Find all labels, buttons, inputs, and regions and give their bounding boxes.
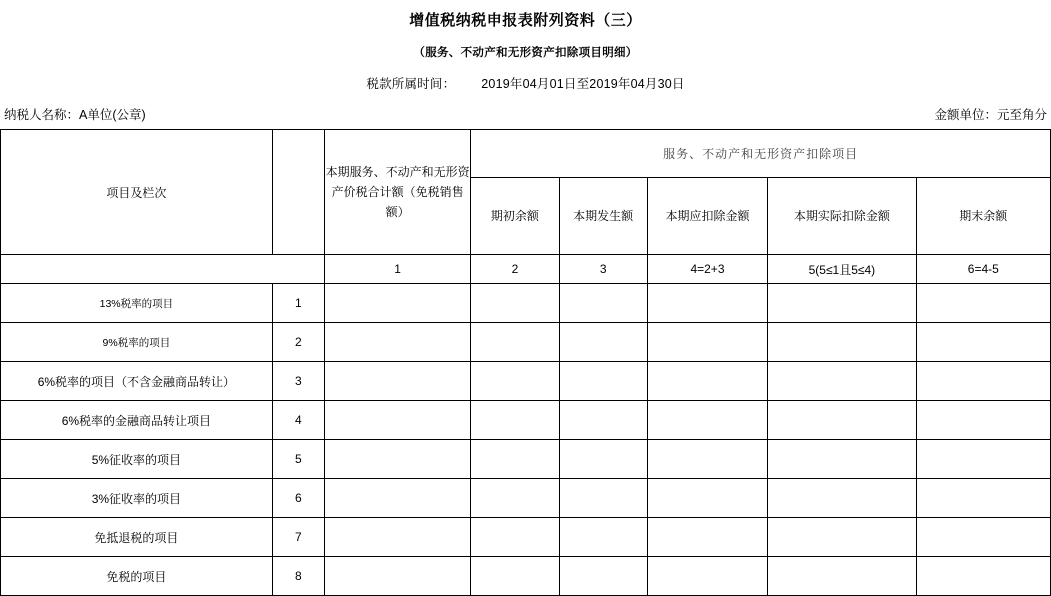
cell-col3[interactable] (559, 362, 647, 401)
numbering-col5: 5(5≤1且5≤4) (768, 255, 916, 284)
period-label: 税款所属时间： (366, 77, 456, 91)
cell-col2[interactable] (471, 284, 559, 323)
header-col1: 本期服务、不动产和无形资产价税合计额（免税销售额） (324, 130, 470, 255)
table-row (1, 557, 1051, 596)
cell-col2[interactable] (471, 401, 559, 440)
table-row (1, 323, 1051, 362)
header-col6: 期末余额 (916, 177, 1050, 254)
row-number: 4 (272, 401, 324, 440)
header-row-group (1, 130, 1051, 178)
cell-col1[interactable] (324, 323, 470, 362)
header-col5: 本期实际扣除金额 (768, 177, 916, 254)
cell-col5[interactable] (768, 518, 916, 557)
cell-col4[interactable] (647, 284, 767, 323)
cell-col1[interactable] (324, 557, 470, 596)
cell-col5[interactable] (768, 557, 916, 596)
cell-col6[interactable] (916, 362, 1050, 401)
cell-col5[interactable] (768, 479, 916, 518)
cell-col3[interactable] (559, 401, 647, 440)
cell-col6[interactable] (916, 284, 1050, 323)
page-subtitle: （服务、不动产和无形资产扣除项目明细） (413, 47, 638, 59)
cell-col6[interactable] (916, 479, 1050, 518)
cell-col1[interactable] (324, 284, 470, 323)
header-col3: 本期发生额 (559, 177, 647, 254)
cell-col6[interactable] (916, 557, 1050, 596)
row-number: 7 (272, 518, 324, 557)
row-label: 6%税率的金融商品转让项目 (1, 401, 273, 440)
row-number: 5 (272, 440, 324, 479)
table-row (1, 479, 1051, 518)
cell-col3[interactable] (559, 440, 647, 479)
numbering-col1: 1 (324, 255, 470, 284)
cell-col4[interactable] (647, 323, 767, 362)
cell-col2[interactable] (471, 557, 559, 596)
cell-col5[interactable] (768, 284, 916, 323)
table-row (1, 401, 1051, 440)
cell-col3[interactable] (559, 323, 647, 362)
row-number: 1 (272, 284, 324, 323)
cell-col2[interactable] (471, 362, 559, 401)
numbering-col6: 6=4-5 (916, 255, 1050, 284)
cell-col5[interactable] (768, 440, 916, 479)
row-label: 5%征收率的项目 (1, 440, 273, 479)
page-title: 增值税纳税申报表附列资料（三） (409, 12, 642, 29)
table-row (1, 518, 1051, 557)
cell-col3[interactable] (559, 284, 647, 323)
header-no-column (272, 130, 324, 255)
row-label: 13%税率的项目 (1, 284, 273, 323)
row-number: 3 (272, 362, 324, 401)
cell-col2[interactable] (471, 323, 559, 362)
cell-col6[interactable] (916, 401, 1050, 440)
numbering-col4: 4=2+3 (647, 255, 767, 284)
cell-col5[interactable] (768, 323, 916, 362)
cell-col4[interactable] (647, 440, 767, 479)
period-row (0, 60, 1051, 92)
table-row (1, 284, 1051, 323)
period-value: 2019年04月01日至2019年04月30日 (481, 77, 685, 91)
row-label: 免税的项目 (1, 557, 273, 596)
cell-col5[interactable] (768, 401, 916, 440)
numbering-col3: 3 (559, 255, 647, 284)
header-item-column: 项目及栏次 (1, 130, 273, 255)
cell-col4[interactable] (647, 518, 767, 557)
cell-col4[interactable] (647, 362, 767, 401)
cell-col1[interactable] (324, 518, 470, 557)
table-row (1, 440, 1051, 479)
header-row-numbering (1, 255, 1051, 284)
amount-unit: 金额单位：元至角分 (934, 108, 1047, 122)
header-group-deduction: 服务、不动产和无形资产扣除项目 (471, 130, 1051, 178)
cell-col4[interactable] (647, 557, 767, 596)
cell-col3[interactable] (559, 557, 647, 596)
cell-col3[interactable] (559, 518, 647, 557)
numbering-col2: 2 (471, 255, 559, 284)
row-label: 6%税率的项目（不含金融商品转让） (1, 362, 273, 401)
header-col4: 本期应扣除金额 (647, 177, 767, 254)
cell-col4[interactable] (647, 479, 767, 518)
cell-col4[interactable] (647, 401, 767, 440)
cell-col1[interactable] (324, 401, 470, 440)
taxpayer-name: 纳税人名称：A单位(公章) (4, 108, 146, 122)
cell-col1[interactable] (324, 362, 470, 401)
cell-col1[interactable] (324, 440, 470, 479)
cell-col3[interactable] (559, 479, 647, 518)
row-number: 6 (272, 479, 324, 518)
cell-col2[interactable] (471, 518, 559, 557)
cell-col6[interactable] (916, 518, 1050, 557)
row-label: 9%税率的项目 (1, 323, 273, 362)
cell-col1[interactable] (324, 479, 470, 518)
row-label: 3%征收率的项目 (1, 479, 273, 518)
row-number: 2 (272, 323, 324, 362)
row-label: 免抵退税的项目 (1, 518, 273, 557)
cell-col2[interactable] (471, 479, 559, 518)
cell-col5[interactable] (768, 362, 916, 401)
deduction-items-table (0, 129, 1051, 596)
row-number: 8 (272, 557, 324, 596)
table-row (1, 362, 1051, 401)
cell-col6[interactable] (916, 440, 1050, 479)
cell-col2[interactable] (471, 440, 559, 479)
header-col2: 期初余额 (471, 177, 559, 254)
cell-col6[interactable] (916, 323, 1050, 362)
numbering-blank (1, 255, 325, 284)
meta-row (0, 92, 1051, 129)
